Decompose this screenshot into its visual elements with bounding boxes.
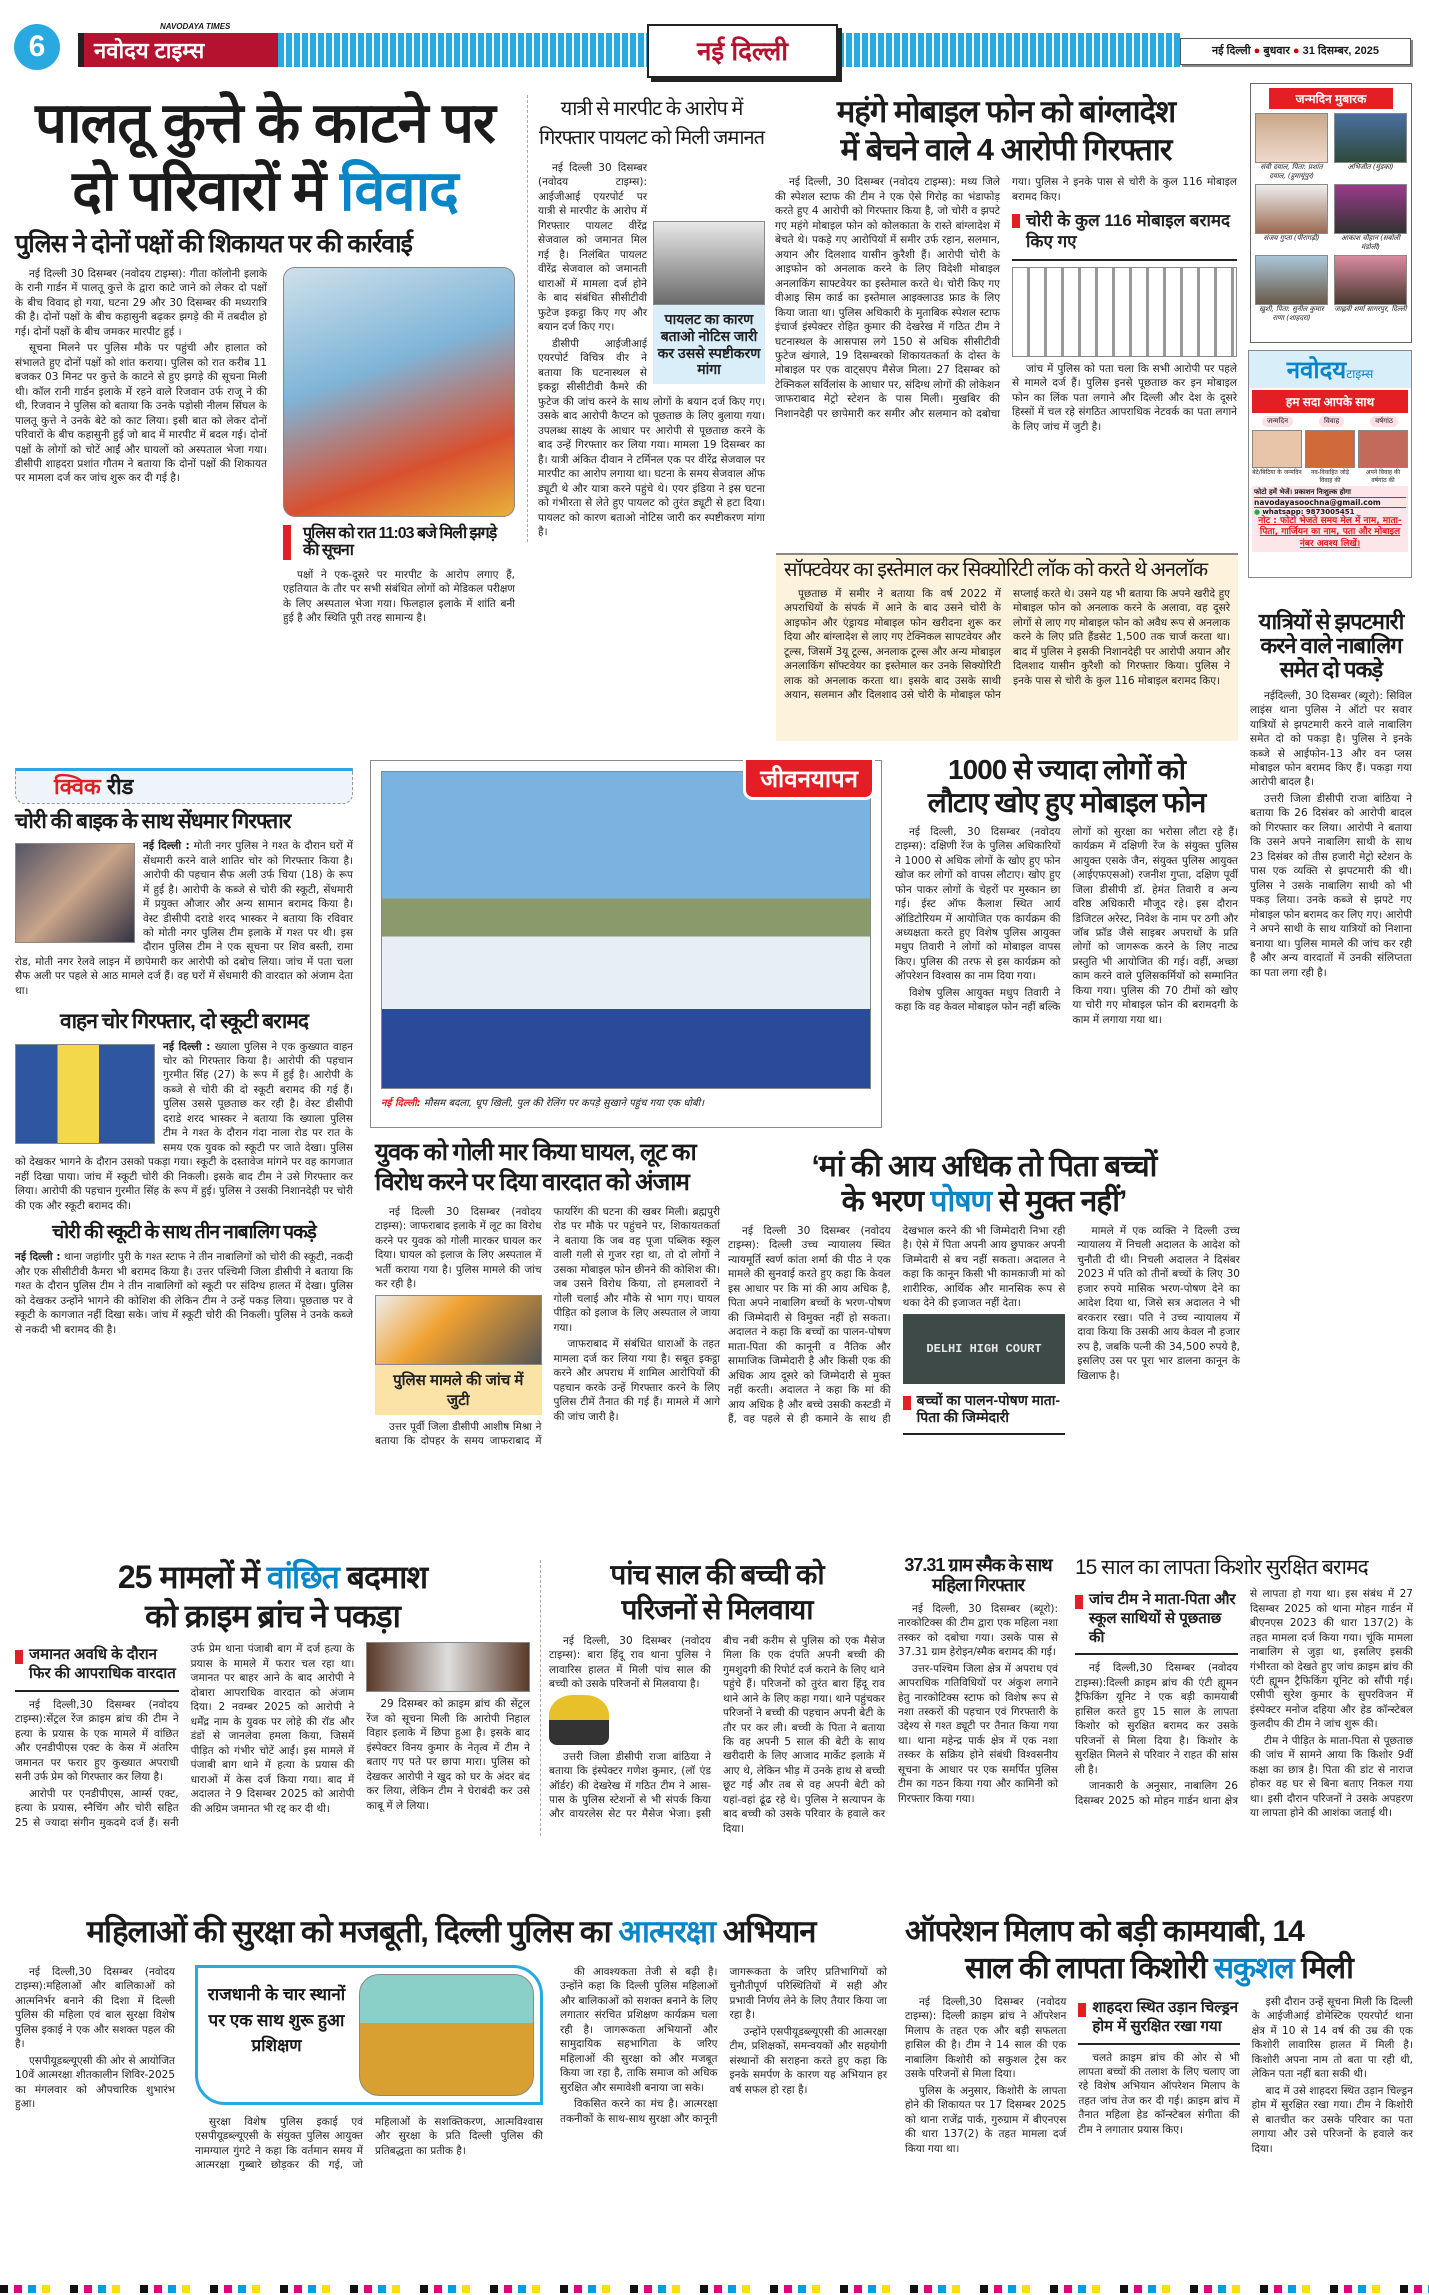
dateline-day: बुधवार bbox=[1263, 45, 1290, 57]
couple-photo bbox=[1358, 430, 1408, 468]
paragraph: नई दिल्ली 30 दिसम्बर (नवोदय टाइम्स): आईजीआई एयरपोर्ट पर यात्री से मारपीट के आरोप में गिरफ्तार पायलट वीरेंद्र सेजवाल को जमानत मिल गई है। निलंबित पायलट वीरेंद्र सेजवाल को जमानती धाराओं में मामला दर्ज होने के बाद संबंधित सीसीटीवी फुटेज इकट्ठा किए गए और बयान दर्ज किए गए। bbox=[538, 162, 647, 334]
headline-part: बदमाश bbox=[338, 1559, 428, 1595]
paragraph: की आवश्यकता तेजी से बढ़ी है। उन्होंने कहा कि दिल्ली पुलिस महिलाओं और बालिकाओं को सशक्त बनाने के लिए लगातार संरचित प्रशिक्षण कार्यक्रम चला रही है। जागरूकता अभियानों और सामुदायिक सहभागिता के जरिए महिलाओं की सुरक्षा को और मजबूत किया जा रहा है, ताकि समाज को अधिक सुरक्षित और समावेशी बनाया जा सके। bbox=[560, 1966, 718, 2094]
feature-box-text: राजधानी के चार स्थानों पर एक साथ शुरू हुआ प्रशिक्षण bbox=[207, 1985, 346, 2055]
story-operation-milap bbox=[905, 1915, 1413, 2158]
headline-highlight: वांछित bbox=[266, 1559, 339, 1595]
person-photo bbox=[1255, 113, 1328, 163]
subheadline: पुलिस ने दोनों पक्षों की शिकायत पर की कार्रवाई bbox=[15, 230, 412, 259]
box-headline: सॉफ्टवेयर का इस्तेमाल कर सिक्योरिटी लॉक को करते थे अनलॉक bbox=[784, 559, 1208, 581]
person-photo bbox=[1255, 184, 1328, 234]
headline: चोरी की बाइक के साथ सेंधमार गिरफ्तार bbox=[15, 810, 291, 833]
story-body bbox=[15, 267, 267, 628]
callout-box: पुलिस मामले की जांच में जुटी bbox=[375, 1365, 542, 1415]
headline-part: से मुक्त नहीं’ bbox=[991, 1185, 1127, 1218]
birthday-person bbox=[1334, 184, 1407, 252]
story-body bbox=[375, 1205, 720, 1449]
story-body bbox=[15, 1965, 175, 2114]
headline bbox=[15, 1560, 530, 1595]
subheadline: चोरी के कुल 116 मोबाइल बरामद किए गए bbox=[1012, 206, 1237, 261]
headline-highlight: पोषण bbox=[930, 1185, 992, 1218]
story-snatchers bbox=[1250, 610, 1412, 982]
quick-read bbox=[15, 768, 353, 1337]
handcuffs-photo bbox=[15, 843, 135, 943]
headline: यात्री से मारपीट के आरोप में गिरफ्तार पायलट को मिली जमानत bbox=[538, 98, 765, 149]
story-body bbox=[905, 1995, 1066, 2158]
story-body bbox=[898, 1602, 1058, 1807]
paragraph: टीम ने पीड़ित के माता-पिता से पूछताछ की जांच में सामने आया कि किशोर 9वीं कक्षा का छात्र है। पिता की डांट से नाराज होकर वह घर से बिना बताए निकल गया था। इसी दौरान परिजनों ने उसके अपहरण या लापता होने की आशंका जताई थी। bbox=[1250, 1734, 1413, 1820]
paragraph: नई दिल्ली, 30 दिसम्बर (नवोदय टाइम्स): मध्य जिले की स्पेशल स्टाफ की टीम ने एक ऐसे गिरोह का भंडाफोड़ करते हुए 4 आरोपी को गिरफ्तार किया है, जो चोरी व झपटे गए महंगे मोबाइल फोन को कोलकाता के रास्ते बांग्लादेश में बेचते थे। पकड़े गए आरोपियों में समीर उर्फ रहान, सलमान, अयान और दिलशाद यासीन कुरैशी हैं। आरोपी चोरी के आइफोन को अनलाक करने के लिए विदेशी मोबाइल अनलाकिंग साफ्टवेयर का इस्तेमाल करते थे। चोरी किए गए वीआइ सिम कार्ड का इस्तेमाल आइक्लाउड फ्राड के लिए किया जाता था। पुलिस अधिकारी के मुताबिक स्पेशल स्टाफ इंचार्ज इंस्पेक्टर रोहित कुमार की देखरेख में गठित टीम ने घटनास्थल के आसपास लगे 150 से अधिक सीसीटीवी फुटेज खंगाले, 19 दिसम्बरको शिकायतकर्ता के दोस्त के मोबाइल पर एक वाट्सएप मैसेज मिला। 27 दिसम्बर को टेक्निकल सर्विलांस के आधार पर, संदिग्ध लोगों की लोकेशन जाफराबाद मेट्रो स्टेशन के पास मिली। मुखबिर की निशानदेही पर छापेमारी कर समीर और सलमान को दबोचा गया। पुलिस ने इनके पास से चोरी के कुल 116 मोबाइल बरामद किए। bbox=[775, 176, 1237, 420]
story-body bbox=[15, 1642, 530, 1830]
promo-logo bbox=[1249, 351, 1411, 388]
paragraph: आरोपी पर एनडीपीएस, आर्म्स एक्ट, हत्या के प्रयास, स्नैचिंग और चोरी सहित 25 से ज्यादा संगीन मुकदमे दर्ज हैं। सनी उर्फ प्रेम थाना पंजाबी बाग में दर्ज हत्या के प्रयास के मामले में फरार चल रहा था। जमानत पर बाहर आने के बाद आरोपी ने दोबारा आपराधिक वारदात को अंजाम दिया। 2 नवम्बर 2025 को आरोपी ने धर्मेंद्र नाम के युवक पर लोहे की रॉड और डंडों से जानलेवा हमला किया, जिसमें पीड़ित को गंभीर चोटें आईं। इस मामले में पंजाबी बाग थाने में हत्या के प्रयास की धाराओं में केस दर्ज किया गया। बाद में अदालत ने 9 दिसम्बर 2025 को आरोपी की अग्रिम जमानत भी रद्द कर दी थी। bbox=[15, 1643, 355, 1829]
paragraph: ख्याला पुलिस ने एक कुख्यात वाहन चोर को गिरफ्तार किया है। आरोपी की पहचान गुरमीत सिंह (27) के रूप में हुई है। आरोपी के कब्जे से चोरी की दो स्कूटी बरामद की गई हैं। पुलिस उससे पूछताछ कर रही है। वेस्ट डीसीपी दराडे शरद भास्कर ने बताया कि ख्याला पुलिस टीम ने गश्त के दौरान गंदा नाला रोड पर रात के समय एक युवक को स्कूटी पर जाते देखा। पुलिस को देखकर भागने के दौरान उसको पकड़ा गया। स्कूटी के दस्तावेज मांगने पर वह कागजात नहीं दिखा पाया। जांच में स्कूटी चोरी की निकली। इसके बाद टीम ने उसे गिरफ्तार कर लिया। आरोपी की पहचान गुरमीत सिंह के रूप में हुई। पुलिस ने उसकी निशानदेही पर चोरी की एक और स्कूटी बरामद की। bbox=[15, 1040, 353, 1212]
story-missing-boy bbox=[1075, 1556, 1413, 1821]
promo-tab[interactable]: विवाह bbox=[1319, 416, 1344, 427]
headline: 1000 से ज्यादा लोगों को bbox=[948, 754, 1185, 785]
promo-caption: नव-विवाहित जोड़े विवाह की bbox=[1311, 469, 1349, 484]
story-body bbox=[895, 825, 1238, 1028]
headline-part: अभियान bbox=[715, 1914, 816, 1949]
birthday-person bbox=[1255, 255, 1328, 323]
promo-tagline: हम सदा आपके साथ bbox=[1252, 390, 1408, 413]
headline: ‘मां की आय अधिक तो पिता बच्चों bbox=[811, 1150, 1157, 1183]
story-body bbox=[1252, 1995, 1413, 2158]
headline-highlight: विवाद bbox=[339, 158, 458, 222]
whatsapp-label: whatsapp: bbox=[1262, 508, 1304, 516]
box-body bbox=[784, 587, 1230, 703]
headline: महंगे मोबाइल फोन को बांग्लादेश bbox=[836, 94, 1176, 129]
police-cap-illustration bbox=[549, 1695, 609, 1745]
headline-line2: विरोध करने पर दिया वारदात को अंजाम bbox=[375, 1169, 689, 1197]
banner-part: क्विक bbox=[54, 774, 101, 799]
headline: 15 साल का लापता किशोर सुरक्षित बरामद bbox=[1075, 1556, 1368, 1579]
paragraph: नई दिल्ली,30 दिसम्बर (नवोदय टाइम्स):दिल्ली क्राइम ब्रांच की एंटी ह्यूमन ट्रैफिकिंग यूनिट ने एक बड़ी कामयाबी हासिल करते हुए 15 साल के लापता किशोर को सुरक्षित बरामद कर उसके परिजनों से मिला दिया है। किशोर के सुरक्षित मिलने से परिवार ने राहत की सांस ली है। bbox=[1075, 1662, 1238, 1776]
subheadline: जांच टीम ने माता-पिता और स्कूल साथियों से पूछताछ की bbox=[1075, 1587, 1238, 1655]
promo-box bbox=[1248, 350, 1412, 578]
paragraph: जानकारी के अनुसार, नाबालिग 26 दिसम्बर 2025 को मोहन गार्डन थाना क्षेत्र से लापता हो गया था। इस संबंध में 27 दिसम्बर 2025 को थाना मोहन गार्डन में बीएनएस 2023 की धारा 137(2) के तहत मामला दर्ज किया गया। चूंकि मामला नाबालिग से जुड़ा था, इसलिए इसकी गंभीरता को देखते हुए जांच क्राइम ब्रांच की एंटी ह्यूमन ट्रैफिकिंग यूनिट को सौंपी गई। एसीपी सुरेश कुमार के सुपरविजन में इंस्पेक्टर मनोज दहिया और हेड कॉन्स्टेबल कुलदीप की टीम ने जांच शुरू की। bbox=[1075, 1588, 1413, 1807]
headline: 37.31 ग्राम स्मैक के साथ महिला गिरफ्तार bbox=[904, 1555, 1052, 1595]
paragraph: डीसीपी आईजीआई एयरपोर्ट विचित्र वीर ने बताया कि घटनास्थल से इकट्ठा सीसीटीवी कैमरे की फुटेज की जांच करने के साथ लोगों के बयान दर्ज किए गए। उसके बाद आरोपी कैप्टन को पूछताछ के लिए बुलाया गया। उपलब्ध साक्ष्य के आधार पर आरोपी से पूछताछ करने के बाद उन्हें गिरफ्तार कर लिया गया। मामला 19 दिसम्बर का है। यात्री अंकित दीवान ने टर्मिनल एक पर वीरेंद्र सेजवाल पर मारपीट का आरोप लगाया था। घटना के समय सेजवाल ऑफ ड्यूटी थे और यात्रा करने पहुंचे थे। एयर इंडिया ने इस घटना को गंभीरता से लेते हुए पायलट को तुरंत ड्यूटी से हटा दिया। पायलट को कारण बताओ नोटिस जारी कर स्पष्टीकरण मांगा है। bbox=[538, 337, 765, 539]
birthday-person bbox=[1334, 255, 1407, 323]
story-body bbox=[15, 1040, 353, 1214]
birthday-person bbox=[1255, 113, 1328, 181]
story-body bbox=[538, 161, 765, 540]
story-dog-bite bbox=[15, 92, 515, 628]
paragraph: 29 दिसम्बर को क्राइम ब्रांच की सेंट्रल रेंज को सूचना मिली कि आरोपी निहाल विहार इलाके में छिपा हुआ है। इसके बाद इंस्पेक्टर विनय कुमार के नेतृत्व में टीम ने बताए गए पते पर छापा मारा। पुलिस को देखकर आरोपी ने खुद को घर के अंदर बंद कर लिया, लेकिन टीम ने घेराबंदी कर उसे काबू में ले लिया। bbox=[366, 1698, 530, 1812]
english-name: NAVODAYA TIMES bbox=[160, 22, 231, 31]
story-body bbox=[1075, 1587, 1413, 1821]
story-youth-shot bbox=[375, 1140, 720, 1449]
registration-marks bbox=[0, 2285, 1429, 2293]
paragraph: मोती नगर पुलिस ने गश्त के दौरान घरों में सेंधमारी करने वाले शातिर चोर को गिरफ्तार किया है। आरोपी की पहचान सैफ अली उर्फ चिया (18) के रूप में हुई है। आरोपी के कब्जे से चोरी की स्कूटी, सेंधमारी में प्रयुक्त औजार और अन्य सामान बरामद किया है। वेस्ट डीसीपी दराडे शरद भास्कर ने बताया कि रविवार को मोती नगर पुलिस टीम इलाके में गश्त पर थी। इस दौरान पुलिस टीम ने एक सूचना पर शिव बस्ती, रामा रोड, मोती नगर रेलवे लाइन में छापेमारी कर आरोपी को दबोच लिया। जांच में पता चला सैफ अली पर पहले से आठ मामले दर्ज हैं। वह घरों में सेंधमारी की वारदात को अंजाम देता था। bbox=[15, 840, 353, 997]
headline-line2 bbox=[15, 160, 515, 222]
headline-part: दो परिवारों में bbox=[72, 158, 340, 222]
headline-line2: लौटाए खोए हुए मोबाइल फोन bbox=[927, 786, 1206, 818]
paragraph: नई दिल्ली,30 दिसम्बर (नवोदय टाइम्स):सेंट्रल रेंज क्राइम ब्रांच की टीम ने हत्या के प्रयास के एक मामले में वांछित और एनडीपीएस एक्ट के केस में अंतरिम जमानत पर फरार हुए कुख्यात अपराधी सनी उर्फ प्रेम को गिरफ्तार कर लिया है। bbox=[15, 1698, 179, 1784]
policewomen-illustration bbox=[359, 1974, 534, 2096]
paragraph: इसी दौरान उन्हें सूचना मिली कि दिल्ली के आईजीआई डोमेस्टिक एयरपोर्ट थाना क्षेत्र में 10 से 14 वर्ष की उम्र की एक किशोरी लावारिस हालत में मिली है। किशोरी अपना नाम तो बता पा रही थी, लेकिन पता नहीं बता सकी थी। bbox=[1251, 1996, 1413, 2081]
person-photo bbox=[1255, 255, 1328, 305]
paragraph: नई दिल्ली 30 दिसम्बर (नवोदय टाइम्स): जाफराबाद इलाके में लूट का विरोध करने पर युवक को गोली मारकर घायल कर दिया। घायल को इलाज के लिए अस्पताल में भर्ती कराया गया है। पुलिस मामले की जांच कर रही है। bbox=[375, 1205, 542, 1291]
person-photo bbox=[1334, 113, 1407, 163]
paragraph: नई दिल्ली,30 दिसम्बर (नवोदय टाइम्स):महिलाओं और बालिकाओं को आत्मनिर्भर बनाने की दिशा में दिल्ली पुलिस की महिला एवं बाल सुरक्षा विशेष पुलिस इकाई ने एक और सशक्त पहल की है। bbox=[15, 1966, 175, 2051]
section-tab[interactable]: नई दिल्ली bbox=[647, 24, 838, 78]
paragraph: नई दिल्ली 30 दिसम्बर (नवोदय टाइम्स): दिल्ली उच्च न्यायालय स्थित न्यायमूर्ति स्वर्ण कांता शर्मा की पीठ ने एक मामले की सुनवाई करते हुए कहा कि केवल इस आधार पर कि मां की आय अधिक है, पिता अपने नाबालिग बच्चों के भरण-पोषण की जिम्मेदारी से विमुक्त नहीं हो सकता। अदालत ने कहा कि बच्चों का पालन-पोषण माता-पिता की कानूनी व नैतिक और सामाजिक जिम्मेदारी है और किसी एक की अधिक आय दूसरे को जिम्मेदारी से मुक्त नहीं करती। अदालत ने कहा कि मां की आय अधिक है और बच्चे उसकी कस्टडी में हैं, वह पहले से ही कमाने के साथ ही देखभाल करने की भी जिम्मेदारी निभा रही है। ऐसे में पिता अपनी आय छुपाकर अपनी जिम्मेदारी से बच नहीं सकता। अदालत ने कहा कि कानून किसी भी कामकाजी मां को शारीरिक, आर्थिक और मानसिक रूप से थका देने की इजाजत नहीं देता। bbox=[728, 1225, 1066, 1426]
headline: पांच साल की बच्ची को bbox=[610, 1559, 824, 1590]
paragraph: विशेष पुलिस आयुक्त मधुप तिवारी ने कहा कि वह केवल मोबाइल फोन नहीं बल्कि लोगों को सुरक्षा का भरोसा लौटा रहे हैं। कार्यक्रम में दक्षिणी रेंज के संयुक्त पुलिस आयुक्त एसके जैन, संयुक्त पुलिस आयुक्त (आईएफएसओ) रजनीश गुप्ता, दक्षिण पूर्वी जिला डीसीपी डॉ. हेमंत तिवारी व अन्य वरिष्ठ अधिकारी मौजूद रहे। इस दौरान डिजिटल अरेस्ट, निवेश के नाम पर ठगी और जॉब फ्रॉड जैसे साइबर अपराधों के प्रति लोगों को जागरूक करने के लिए नाट्य प्रस्तुति भी आयोजित की गई। वहीं, अच्छा काम करने वाले पुलिसकर्मियों को सम्मानित किया गया। पुलिस की 70 टीमों को खोए या चोरी गए मोबाइल फोन की बरामदगी के काम में लगाया गया था। bbox=[895, 825, 1238, 1026]
story-body bbox=[195, 2115, 543, 2173]
story-body bbox=[15, 1250, 353, 1337]
logo-part: टाइम्स bbox=[1346, 367, 1374, 381]
story-body bbox=[1250, 689, 1412, 981]
story-body bbox=[728, 1224, 1240, 1435]
person-name: ख़ुशी, पिता: सुनील कुमार राणा (शाहदरा) bbox=[1259, 305, 1324, 323]
thieves-illustration bbox=[1012, 267, 1237, 357]
promo-send: फोटो हमें भेजें। प्रकाशन निःशुल्क होगा bbox=[1254, 488, 1406, 498]
person-name: जाह्नवी शर्मा सागरपुर, दिल्ली bbox=[1334, 305, 1407, 314]
paragraph: पूछताछ में समीर ने बताया कि वर्ष 2022 में अपराधियों के संपर्क में आने के बाद उसने चोरी के आइफोन और एंड्रायड मोबाइल फोन खरीदना शुरू कर दिया और बांग्लादेश से लाए गए टेक्निकल सापटवेयर और टूल्स, जिसमें 3यू टूल्स, अनलाक टूल्स और अन्य मोबाइल अनलाकिंग सॉफ्टवेयर का इस्तेमाल कर उनके सिक्योरिटी लाक को अनलाक करता था। इसके बाद उसके साथी अयान, सलमान और दिलशाद उसे चोरी के मोबाइल फोन सप्लाई करते थे। उसने यह भी बताया कि अपने खरीदे हुए मोबाइल फोन को अनलाक करने के अलावा, वह दूसरे लोगों से लाए गए मोबाइल फोन को अवैध रूप से अनलाक करने के लिए प्रति हैंडसेट 1,500 तक चार्ज करता था। बाद में पुलिस ने इसकी निशानदेही पर आरोपी अयान और दिलशाद यासीन कुरैशी को गिरफ्तार किया। पुलिस ने इनके पास से चोरी के कुल 116 मोबाइल बरामद किए। bbox=[784, 588, 1231, 702]
photo-feature bbox=[370, 760, 882, 1128]
headline: ऑपरेशन मिलाप को बड़ी कामयाबी, 14 bbox=[905, 1915, 1304, 1948]
promo-caption: अपने विवाह की वर्षगांठ की bbox=[1365, 469, 1401, 484]
person-photo bbox=[1334, 255, 1407, 305]
logo-part: नवोदय bbox=[1286, 357, 1347, 384]
headline-part: साल की लापता किशोरी bbox=[965, 1952, 1214, 1985]
subheadline: बच्चों का पालन-पोषण माता-पिता की जिम्मेदारी bbox=[903, 1388, 1066, 1435]
paragraph: नईदिल्ली, 30 दिसम्बर (ब्यूरो): सिविल लाइंस थाना पुलिस ने ऑटो पर सवार यात्रियों से झपटमारी करने वाले नाबालिग समेत दो को पकड़ा है। पुलिस ने इनके कब्जे से आईफोन-13 और वन प्लस मोबाइल फोन बरामद किए हैं। पकड़ा गया आरोपी बादल है। bbox=[1250, 689, 1412, 789]
person-photo bbox=[1334, 184, 1407, 234]
story-body bbox=[15, 839, 353, 998]
person-name: संवी दयाल, पिता: प्रशांत दयाल, (हुमायूंपुर) bbox=[1260, 163, 1323, 181]
promo-note: नोट : फोटो भेजते समय मेल में नाम, माता-पिता, गार्जियन का नाम, पता और मोबाइल नंबर अवश्य लिखें। bbox=[1258, 516, 1402, 549]
paragraph: नई दिल्ली 30 दिसम्बर (नवोदय टाइम्स): गीता कॉलोनी इलाके के रानी गार्डन में पालतू कुत्ते के द्वारा काटे जाने को लेकर दो पक्षों के बीच विवाद हो गया, घटना 29 और 30 दिसम्बर की मध्यरात्रि की है। दोनों पक्षों के बीच कहासुनी बढ़कर झगड़े की में तबदील हो गई। दोनों पक्षों के बीच जमकर मारपीट हुई । bbox=[15, 267, 267, 338]
paragraph: जांच में पुलिस को पता चला कि सभी आरोपी पर पहले से मामले दर्ज हैं। पुलिस इनसे पूछताछ कर इन मोबाइल फोन का लिंक पता लगाने और दिल्ली और देश के दूसरे हिस्सों में चल रहे संगठित आपराधिक नेटवर्क का पता लगाने के लिए जांच में जुटी है। bbox=[1012, 362, 1237, 433]
story-smack-woman bbox=[898, 1556, 1058, 1808]
headline: वाहन चोर गिरफ्तार, दो स्कूटी बरामद bbox=[59, 1010, 309, 1034]
paragraph: उन्होंने एसपीयूडब्ल्यूएसी की आत्मरक्षा टीम, प्रशिक्षकों, समन्वयकों और सहयोगी संस्थानों की सराहना करते हुए कहा कि इनके समर्पण के कारण यह अभियान हर वर्ष सफल हो रहा है। bbox=[729, 2025, 887, 2096]
story-self-defence bbox=[15, 1914, 887, 2172]
paragraph: चलते क्राइम ब्रांच की ओर से भी लापता बच्चों की तलाश के लिए चलाए जा रहे विशेष अभियान ऑपरेशन मिलाप के तहत जांच तेज कर दी गई। क्राइम ब्रांच में तैनात महिला हेड कॉन्स्टेबल संगीता की टीम ने लगातार प्रयास किए। bbox=[1078, 2051, 1240, 2136]
dateline: नई दिल्ली : bbox=[15, 1251, 61, 1264]
dateline: नई दिल्ली : bbox=[163, 1040, 211, 1053]
handcuffs-image bbox=[366, 1642, 530, 1692]
headline: युवक को गोली मार किया घायल, लूट का bbox=[375, 1139, 696, 1166]
masthead-logo[interactable]: नवोदय टाइम्स bbox=[78, 33, 278, 67]
story-body bbox=[775, 175, 1237, 434]
headline-line2: को क्राइम ब्रांच ने पकड़ा bbox=[145, 1598, 400, 1635]
paragraph: मामले में एक व्यक्ति ने दिल्ली उच्च न्यायालय में निचली अदालत के आदेश को चुनौती दी थी। निचली अदालत ने दिसंबर 2023 में पति को तीनों बच्चों के लिए 30 हजार रुपये मासिक भरण-पोषण देने का आदेश दिया था, जिसे सत्र अदालत ने भी बरकरार रखा। पति ने उच्च न्यायालय में दावा किया कि उसकी आय केवल नौ हजार रुप है, जबकि पत्नी की 34,500 रुपये है, इसलिए उस पर पूरा भार डालना कानून के खिलाफ है। bbox=[1077, 1225, 1240, 1382]
feature-box bbox=[195, 1965, 543, 2105]
headline-part: मिली bbox=[1293, 1952, 1353, 1985]
birthday-box bbox=[1250, 83, 1412, 343]
paragraph: नई दिल्ली,30 दिसम्बर (नवोदय टाइम्स): दिल्ली क्राइम ब्रांच ने ऑपरेशन मिलाप के तहत एक और बड़ी सफलता हासिल की है। टीम ने 14 साल की एक नाबालिग किशोरी को सकुशल ट्रेस कर उसके परिजनों से मिला दिया। bbox=[905, 1996, 1067, 2081]
wedding-photo bbox=[1305, 430, 1355, 468]
photo-caption: मौसम बदला, धूप खिली, पुल की रेलिंग पर कपड़े सुखाने पहुंच गया एक धोबी। bbox=[423, 1098, 705, 1109]
person-name: अभिजीत (मुंडका) bbox=[1347, 163, 1394, 171]
feature-label: जीवनयापन bbox=[743, 757, 875, 800]
birthday-person bbox=[1255, 184, 1328, 252]
headline: यात्रियों से झपटमारी करने वाले नाबालिग समेत दो पकड़े bbox=[1258, 609, 1404, 683]
subheadline: जमानत अवधि के दौरान फिर की आपराधिक वारदात bbox=[15, 1642, 179, 1692]
headline-highlight: आत्मरक्षा bbox=[618, 1914, 716, 1949]
story-body bbox=[560, 1965, 887, 2126]
dispute-illustration bbox=[283, 267, 515, 517]
paragraph: उत्तर-पश्चिम जिला क्षेत्र में अपराध एवं आपराधिक गतिविधियों पर अंकुश लगाने हेतु नारकोटिक्स स्टाफ को विशेष रूप से नशा तस्करों की पहचान एवं गिरफ्तारी के उद्देश्य से गश्त ड्यूटी पर तैनात किया गया था। थाना महेन्द्र पार्क क्षेत्र में एक नशा तस्कर के सक्रिय होने संबंधी विश्वसनीय सूचना के आधार पर एक समर्पित पुलिस टीम का गठन किया गया और कामिनी को गिरफ्तार किया गया। bbox=[898, 1662, 1058, 1805]
story-body bbox=[549, 1634, 885, 1837]
dateline-date: 31 दिसम्बर, 2025 bbox=[1302, 45, 1379, 57]
dateline: नई दिल्ली ● बुधवार ● 31 दिसम्बर, 2025 bbox=[1180, 38, 1411, 65]
paragraph: नई दिल्ली, 30 दिसम्बर (नवोदय टाइम्स): बारा हिंदू राव थाना पुलिस ने लावारिस हालत में मिली पांच साल की बच्ची को उसके परिजनों से मिलवाया है। bbox=[549, 1634, 711, 1691]
headline-line2: परिजनों से मिलवाया bbox=[621, 1593, 813, 1625]
paragraph: उत्तरी जिला डीसीपी राजा बांठिया ने बताया कि इंस्पेक्टर गणेश कुमार, (लॉ एंड ऑर्डर) की देखरेख में गठित टीम ने आस-पास के पुलिस स्टेशनों से भी संपर्क किया और वायरलेस सेट पर मैसेज भेजा। इसी बीच नबी करीम से पुलिस को एक मैसेज मिला कि एक दंपति अपनी बच्ची की गुमशुदगी की रिपोर्ट दर्ज कराने के लिए थाने पहुंचे हैं। परिजनों को तुरंत बारा हिंदू राव थाने आने के लिए कहा गया। थाने पहुंचकर परिजनों ने बच्ची की पहचान अपनी बेटी के तौर पर कर ली। बच्ची के पिता ने बताया कि वह अपनी 5 साल की बेटी के साथ खरीदारी के लिए आजाद मार्केट इलाके में आए थे, लेकिन भीड़ में उनके हाथ से बच्ची छूट गई और तब से वह अपनी बेटी को यहां-वहां ढूंढ रहे थे। पुलिस ने सत्यापन के बाद बच्ची को उसके परिवार के हवाले कर दिया। bbox=[549, 1634, 885, 1835]
headline-part: महिलाओं की सुरक्षा को मजबूती, दिल्ली पुलिस का bbox=[86, 1914, 619, 1949]
paragraph: जाफराबाद में संबंधित धाराओं के तहत मामला दर्ज कर लिया गया है। सबूत इकट्ठा करने और अपराध में शामिल आरोपियों की पहचान करके उन्हें गिरफ्तार करने के लिए पुलिस टीमें तैनात की गई हैं। मामले में आगे की जांच जारी है। bbox=[553, 1338, 720, 1423]
firing-illustration bbox=[375, 1295, 542, 1365]
person-name: आकाश चौहान (सबोली मंडोली) bbox=[1340, 234, 1401, 252]
subheadline: शाहदरा स्थित उड़ान चिल्ड्रन होम में सुरक्षित रखा गया bbox=[1078, 1995, 1239, 2045]
whatsapp-number[interactable]: 9873005451 bbox=[1305, 508, 1355, 516]
headline: चोरी की स्कूटी के साथ तीन नाबालिग पकड़े bbox=[52, 1222, 316, 1244]
paragraph: पुलिस के अनुसार, किशोरी के लापता होने की शिकायत पर 17 दिसम्बर 2025 को थाना राजेंद्र पार्क, गुरुग्राम में बीएनएस की धारा 137(2) के तहत मामला दर्ज किया गया था। bbox=[905, 2084, 1067, 2155]
high-court-photo: DELHI HIGH COURT bbox=[903, 1314, 1066, 1384]
promo-email[interactable]: navodayasoochna@gmail.com bbox=[1254, 498, 1406, 508]
dateline: नई दिल्ली : bbox=[143, 840, 190, 853]
promo-tab[interactable]: वर्षगांठ bbox=[1370, 416, 1398, 427]
promo-caption: बेटे/बिटिया के जन्मदिन bbox=[1252, 469, 1302, 476]
story-body bbox=[1078, 1995, 1239, 2158]
caption-place: नई दिल्ली: bbox=[381, 1098, 421, 1109]
pilot-photo bbox=[653, 221, 765, 305]
headline bbox=[15, 1915, 887, 1949]
whatsapp-icon: ● bbox=[1254, 508, 1261, 516]
story-wanted-criminal bbox=[15, 1560, 530, 1830]
child-photo bbox=[1252, 430, 1302, 468]
story-girl-reunited bbox=[540, 1560, 885, 1836]
paragraph: नई दिल्ली, 30 दिसम्बर (ब्यूरो): नारकोटिक्स की टीम द्वारा एक महिला नशा तस्कर को दबोचा गया। उसके पास से 37.31 ग्राम हेरोइन/स्मैक बरामद की गई। bbox=[898, 1602, 1058, 1659]
paragraph: उत्तर पूर्वी जिला डीसीपी आशीष मिश्रा ने बताया कि दोपहर के समय जाफराबाद में फायरिंग की घटना की खबर मिली। ब्रह्मपुरी रोड पर मौके पर पहुंचने पर, शिकायतकर्ता ने बताया कि जब वह पूजा पब्लिक स्कूल वाली गली से गुजर रहा था, तो दो लोगों ने उसका मोबाइल फोन छीनने की कोशिश की। जब उसने विरोध किया, तो हमलावरों ने गोली चलाई और मौके से भाग गए। घायल पीड़ित को इलाज के लिए अस्पताल ले जाया गया। bbox=[375, 1205, 720, 1448]
story-mobile-bangladesh bbox=[775, 95, 1237, 434]
paragraph: नई दिल्ली, 30 दिसम्बर (नवोदय टाइम्स): दक्षिणी रेंज के पुलिस अधिकारियों ने 1000 से अधिक लोगों के खोए हुए फोन खोज कर लोगों को वापस लौटाए। खोए हुए फोन पाकर लोगों के चेहरों पर मुस्कान छा गई। ईस्ट ऑफ कैलाश स्थित आर्य ऑडिटोरियम में आयोजित एक कार्यक्रम की अध्यक्षता करते हुए विशेष पुलिस आयुक्त मधुप तिवारी ने लोगों को मोबाइल वापस किए। पुलिस की तरफ से इस कार्यक्रम को ऑपरेशन विश्वास का नाम दिया गया। bbox=[895, 825, 1061, 983]
person-name: संजय गुप्ता (पीरागढ़ी) bbox=[1263, 234, 1320, 243]
story-court-maintenance bbox=[728, 1150, 1240, 1435]
paragraph: एसपीयूडब्ल्यूएसी की ओर से आयोजित 10वें आत्मरक्षा शीतकालीन शिविर-2025 का मंगलवार को औपचारिक शुभारंभ हुआ। bbox=[15, 2054, 175, 2111]
headline-highlight: सकुशल bbox=[1213, 1952, 1294, 1985]
headline-line2: में बेचने वाले 4 आरोपी गिरफ्तार bbox=[840, 132, 1172, 168]
story-body-continued bbox=[283, 568, 515, 626]
callout-box: पायलट का कारण बताओ नोटिस जारी कर उससे स्पष्टीकरण मांगा bbox=[653, 305, 765, 384]
dateline-city: नई दिल्ली bbox=[1212, 45, 1251, 57]
paragraph: सूचना मिलने पर पुलिस मौके पर पहुंची और हालात को संभालते हुए दोनों पक्षों को शांत कराया। पुलिस को रात करीब 11 बजकर 03 मिनट पर कुत्ते के काटने से हुए झगड़े की सूचना मिली थी। कॉल रानी गार्डन इलाके में रहने वाले रिजवान उर्फ राजू ने की थी, रिजवान ने पुलिस को बताया कि उनके पड़ोसी नीलम सिंघल के पालतू कुत्ते ने उनके बेटे को काट लिया। इसी बात को लेकर दोनों परिवारों के बीच कहासुनी हुई जो बाद में मारपीट में बदल गई। दोनों पक्षों के लोगों को चोटें आईं और घायलों को अस्पताल भेजा गया। डीसीपी शाहदरा प्रशांत गौतम ने बताया कि दोनों पक्षों की शिकायत पर मामला दर्ज कर जांच शुरू कर दी गई है। bbox=[15, 342, 267, 485]
paragraph: बाद में उसे शाहदरा स्थित उड़ान चिल्ड्रन होम में सुरक्षित रखा गया। टीम ने किशोरी से बातचीत कर उसके परिवार का पता लगाया और उसे परिजनों के हवाले कर दिया। bbox=[1251, 2084, 1413, 2155]
paragraph: उत्तरी जिला डीसीपी राजा बांठिया ने बताया कि 26 दिसंबर को आरोपी बादल को गिरफ्तार कर लिया। आरोपी ने बताया कि उसने अपने नाबालिग साथी के साथ 23 दिसंबर को तीस हजारी मेट्रो स्टेशन के पास एक व्यक्ति से झपटमारी की थी। पुलिस ने उसके नाबालिग साथी को भी पकड़ लिया। उनके कब्जे से झपटे गए मोबाइल फोन बरामद कर लिए गए। आरोपी ने अपने साथी के साथ यात्रियों को निशाना बनाया था। पुलिस मामले की जांच कर रही है और अन्य वारदातों में उनकी संलिप्तता का पता लगा रही है। bbox=[1250, 792, 1412, 979]
banner-part: रीड bbox=[100, 774, 134, 799]
callout: पुलिस को रात 11:03 बजे मिली झगड़े की सूचना bbox=[283, 525, 515, 560]
headline: पालतू कुत्ते के काटने पर bbox=[35, 91, 495, 154]
headline-part: के भरण bbox=[841, 1185, 931, 1218]
quick-read-banner bbox=[15, 768, 353, 804]
police-arrest-illustration bbox=[15, 1044, 155, 1144]
paragraph: विकसित करने का मंच है। आत्मरक्षा तकनीकों के साथ-साथ सुरक्षा और कानूनी जागरूकता के जरिए प्रतिभागियों को चुनौतीपूर्ण परिस्थितियों में सही और प्रभावी निर्णय लेने के लिए तैयार किया जा रहा है। bbox=[560, 1966, 887, 2125]
software-unlock-box bbox=[776, 553, 1238, 741]
headline-line2 bbox=[905, 1952, 1413, 1985]
headline-line2 bbox=[728, 1185, 1240, 1218]
bridge-photo bbox=[381, 771, 871, 1089]
story-pilot-bail bbox=[527, 95, 765, 542]
story-phones-returned bbox=[895, 755, 1238, 1027]
promo-tab[interactable]: जन्मदिन bbox=[1262, 416, 1293, 427]
birthday-person bbox=[1334, 113, 1407, 181]
page-number: 6 bbox=[14, 24, 60, 70]
paragraph: सुरक्षा विशेष पुलिस इकाई एवं एसपीयूडब्ल्यूएसी के संयुक्त पुलिस आयुक्त नामग्याल गुंगटे ने कहा कि वर्तमान समय में आत्मरक्षा गुब्बारे छोड़कर की गई, जो महिलाओं के सशक्तिकरण, आत्मविश्वास और सुरक्षा के प्रति दिल्ली पुलिस की प्रतिबद्धता का प्रतीक है। bbox=[195, 2116, 543, 2172]
paragraph: थाना जहांगीर पुरी के गश्त स्टाफ ने तीन नाबालिगों को चोरी की स्कूटी, नकदी और एक सीसीटीवी कैमरा भी बरामद किया है। उत्तर पश्चिमी जिला डीसीपी ने बताया कि गश्त के दौरान पुलिस टीम ने तीन नाबालिगों को स्कूटी पर संदिग्ध हालत में देखा। पुलिस को देखकर उन्होंने भागने की कोशिश की लेकिन टीम ने उन्हें पकड़ लिया। पूछताछ पर वे स्कूटी के कागजात नहीं दिखा सके। जांच में स्कूटी चोरी की निकली। पुलिस ने उनके कब्जे से नकदी भी बरामद की है। bbox=[15, 1251, 353, 1336]
headline-part: 25 मामलों में bbox=[117, 1559, 267, 1595]
paragraph: पक्षों ने एक-दूसरे पर मारपीट के आरोप लगाए हैं, एहतियात के तौर पर सभी संबंधित लोगों को मेडिकल परीक्षण के लिए अस्पताल भेजा गया। फिलहाल इलाके में शांति बनी हुई है और स्थिति पूरी तरह सामान्य है। bbox=[283, 568, 515, 625]
birthday-title: जन्मदिन मुबारक bbox=[1269, 88, 1393, 109]
